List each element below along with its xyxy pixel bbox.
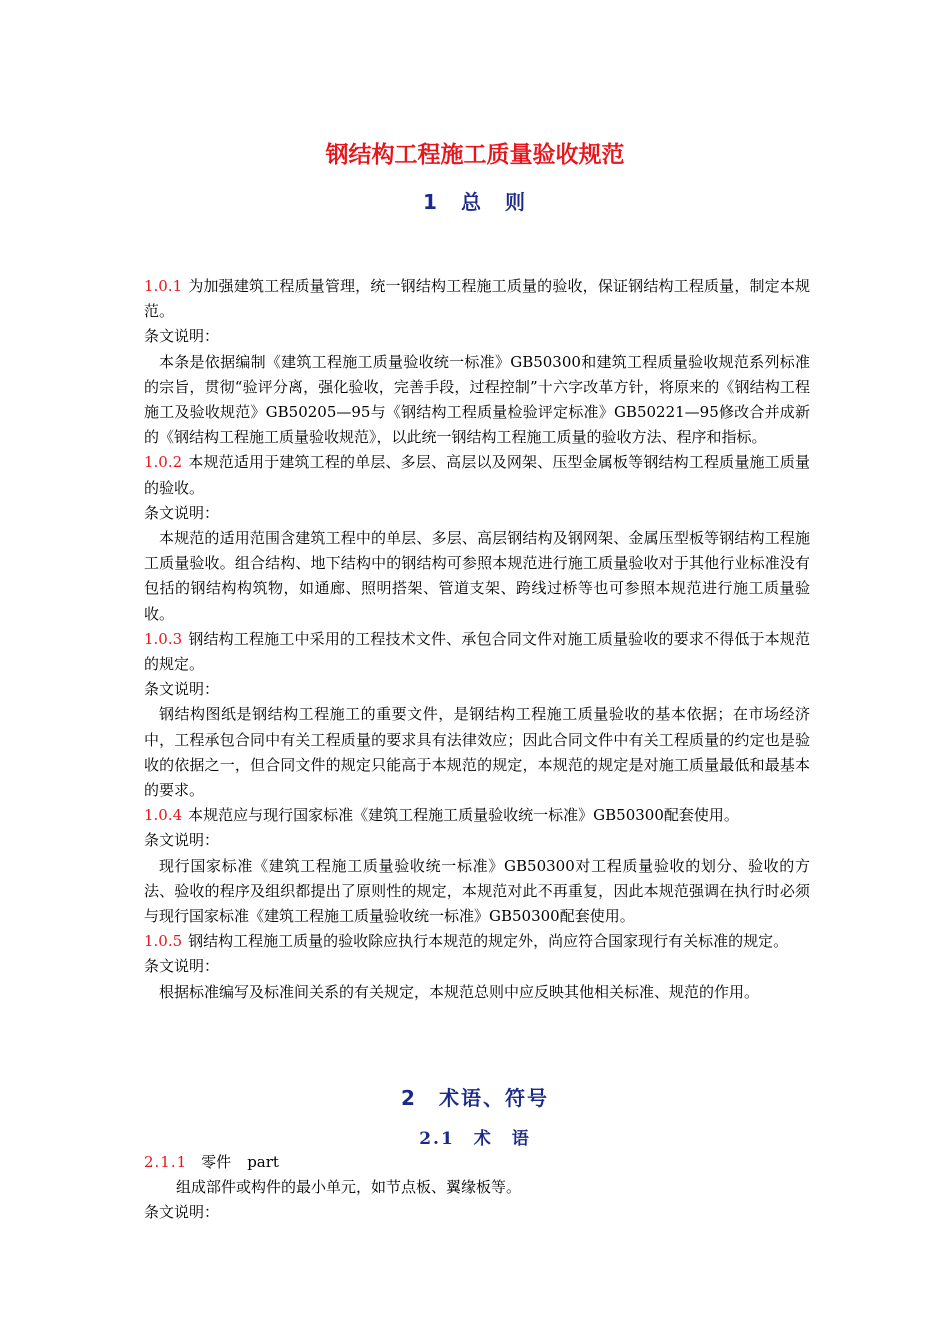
- term-entry: [144, 1150, 810, 1225]
- clause-number: 1.0.1: [144, 277, 183, 295]
- explanation-label: 条文说明：: [144, 1203, 220, 1221]
- explanation-label: 条文说明：: [144, 680, 220, 699]
- chapter-2-title: 2 术语、符号: [401, 1086, 549, 1110]
- term-definition: 组成部件或构件的最小单元，如节点板、翼缘板等。: [176, 1178, 522, 1196]
- clause-text: 本规范应与现行国家标准《建筑工程施工质量验收统一标准》GB50300配套使用。: [188, 806, 739, 825]
- term-number: 2.1.1: [144, 1153, 188, 1171]
- clause-1-0-5: [144, 929, 810, 954]
- clause-1-0-2: [144, 450, 810, 500]
- explanation-label: 条文说明：: [144, 327, 220, 346]
- explanation-label: 条文说明：: [144, 957, 220, 976]
- clause-number: 1.0.3: [144, 629, 183, 648]
- document-title: 钢结构工程施工质量验收规范: [325, 142, 625, 168]
- term-heading: [144, 1150, 810, 1175]
- chapter-1-body: [144, 274, 810, 1005]
- clause-text: 本规范适用于建筑工程的单层、多层、高层以及网架、压型金属板等钢结构工程质量施工质量的验收。: [144, 453, 810, 497]
- clause-number: 1.0.4: [144, 806, 183, 825]
- explanation-text: 根据标准编写及标准间关系的有关规定，本规范总则中应反映其他相关标准、规范的作用。: [159, 982, 760, 1001]
- clause-number: 1.0.5: [144, 932, 183, 951]
- clause-1-0-4: [144, 803, 810, 828]
- chapter-1-title: 1 总 则: [423, 190, 527, 214]
- clause-number: 1.0.2: [144, 453, 183, 472]
- explanation-text: 钢结构图纸是钢结构工程施工的重要文件，是钢结构工程施工质量验收的基本依据；在市场经济中，工程承包合同中有关工程质量的要求具有法律效应；因此合同文件中有关工程质量的约定也是验收的依据之一，但合同文件的规定只能高于本规范的规定，本规范的规定是对施工质量最低和最基本的要求。: [144, 705, 810, 800]
- term-english: part: [247, 1153, 279, 1171]
- section-2-1-title: 2.1 术 语: [419, 1129, 531, 1149]
- explanation-label: 条文说明：: [144, 503, 220, 522]
- term-name: 零件: [201, 1153, 232, 1171]
- clause-1-0-1: [144, 274, 810, 324]
- explanation-label: 条文说明：: [144, 831, 220, 850]
- clause-text: 钢结构工程施工质量的验收除应执行本规范的规定外，尚应符合国家现行有关标准的规定。: [188, 932, 789, 951]
- clause-text: 为加强建筑工程质量管理，统一钢结构工程施工质量的验收，保证钢结构工程质量，制定本规范。: [144, 277, 810, 321]
- clause-1-0-3: [144, 627, 810, 677]
- explanation-text: 现行国家标准《建筑工程施工质量验收统一标准》GB50300对工程质量验收的划分、验收的方法、验收的程序及组织都提出了原则性的规定，本规范对此不再重复，因此本规范强调在执行时必须与现行国家标准《建筑工程施工质量验收统一标准》GB50300配套使用。: [144, 856, 810, 926]
- explanation-text: 本规范的适用范围含建筑工程中的单层、多层、高层钢结构及钢网架、金属压型板等钢结构工程施工质量验收。组合结构、地下结构中的钢结构可参照本规范进行施工质量验收对于其他行业标准没有包括的钢结构构筑物，如通廊、照明搭架、管道支架、跨线过桥等也可参照本规范进行施工质量验收。: [144, 529, 810, 623]
- clause-text: 钢结构工程施工中采用的工程技术文件、承包合同文件对施工质量验收的要求不得低于本规范的规定。: [144, 629, 810, 674]
- explanation-text: 本条是依据编制《建筑工程施工质量验收统一标准》GB50300和建筑工程质量验收规范系列标准的宗旨，贯彻“验评分离，强化验收，完善手段，过程控制”十六字改革方针，将原来的《钢结构工程施工及验收规范》GB50205—95与《钢结构工程质量检验评定标准》GB50221—95修改合并成新的《钢结构工程施工质量验收规范》，以此统一钢结构工程施工质量的验收方法、程序和指标。: [144, 352, 810, 447]
